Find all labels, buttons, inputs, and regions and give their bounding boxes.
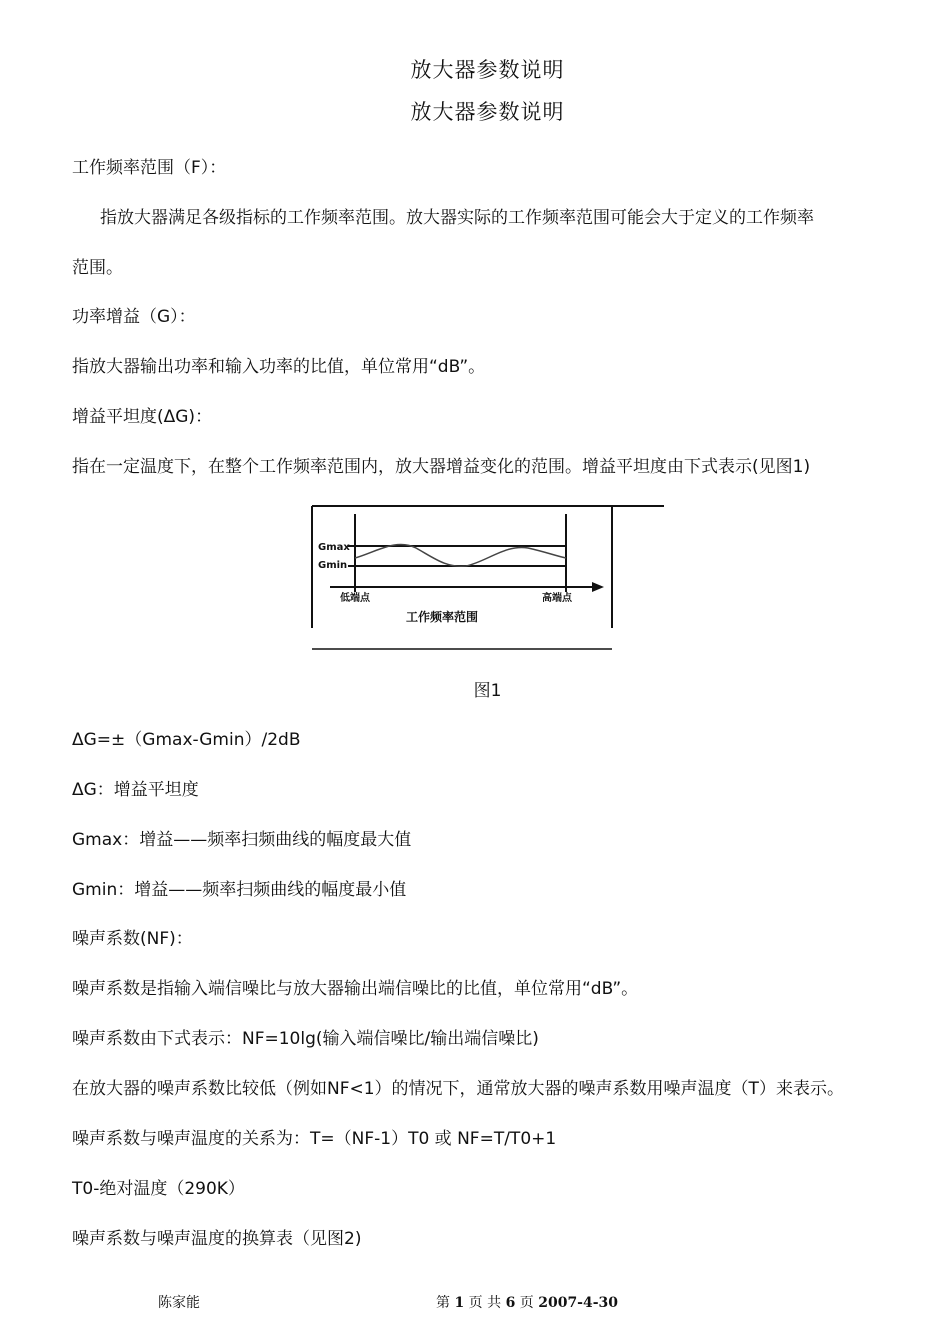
paragraph-gain-flatness: 指在一定温度下，在整个工作频率范围内，放大器增益变化的范围。增益平坦度由下式表示(见图1) [72,457,811,477]
high-end-label: 高端点 [542,593,572,604]
page-title-repeat: 放大器参数说明 [410,100,565,124]
gmax-label: Gmax [318,542,350,553]
gmin-label: Gmin [318,560,348,571]
footer-page-suffix: 页 [519,1295,534,1311]
definition-t0: T0-绝对温度（290K） [72,1179,245,1199]
paragraph-frequency-range: 指放大器满足各级指标的工作频率范围。放大器实际的工作频率范围可能会大于定义的工作频率 [100,208,814,228]
formula-noise-temperature: 噪声系数与噪声温度的关系为：T=（NF-1）T0 或 NF=T/T0+1 [72,1129,557,1149]
definition-gmin: Gmin：增益——频率扫频曲线的幅度最小值 [72,880,407,900]
footer-author: 陈家能 [158,1295,200,1311]
figure-gain-flatness [306,500,666,658]
footer-date: 2007-4-30 [538,1295,619,1311]
definition-gmax: Gmax：增益——频率扫频曲线的幅度最大值 [72,830,412,850]
formula-delta-g: ΔG=±（Gmax-Gmin）/2dB [72,730,301,750]
heading-frequency-range: 工作频率范围（F）： [72,158,227,178]
heading-noise-figure: 噪声系数(NF)： [72,929,193,949]
definition-delta-g: ΔG：增益平坦度 [72,780,199,800]
figure-caption: 图1 [473,681,502,701]
formula-noise-figure: 噪声系数由下式表示：NF=10lg(输入端信噪比/输出端信噪比) [72,1029,539,1049]
heading-gain-flatness: 增益平坦度(ΔG)： [72,407,213,427]
footer-page-number: 1 [454,1295,465,1311]
footer-page-prefix: 第 [436,1295,450,1311]
paragraph-noise-temperature: 在放大器的噪声系数比较低（例如NF<1）的情况下，通常放大器的噪声系数用噪声温度（T）来表示。 [72,1079,844,1099]
paragraph-frequency-range-cont: 范围。 [72,258,123,278]
footer-page-total: 6 [505,1295,516,1311]
footer-page-mid: 页 共 [468,1295,502,1311]
paragraph-noise-figure: 噪声系数是指输入端信噪比与放大器输出端信噪比的比值，单位常用“dB”。 [72,979,639,999]
footer-page-info [436,1292,618,1312]
paragraph-power-gain: 指放大器输出功率和输入功率的比值，单位常用“dB”。 [72,357,486,377]
range-label: 工作频率范围 [406,610,479,624]
paragraph-conversion-table: 噪声系数与噪声温度的换算表（见图2) [72,1229,362,1249]
low-end-label: 低端点 [340,593,370,604]
page-title: 放大器参数说明 [410,58,565,82]
heading-power-gain: 功率增益（G）： [72,307,196,327]
